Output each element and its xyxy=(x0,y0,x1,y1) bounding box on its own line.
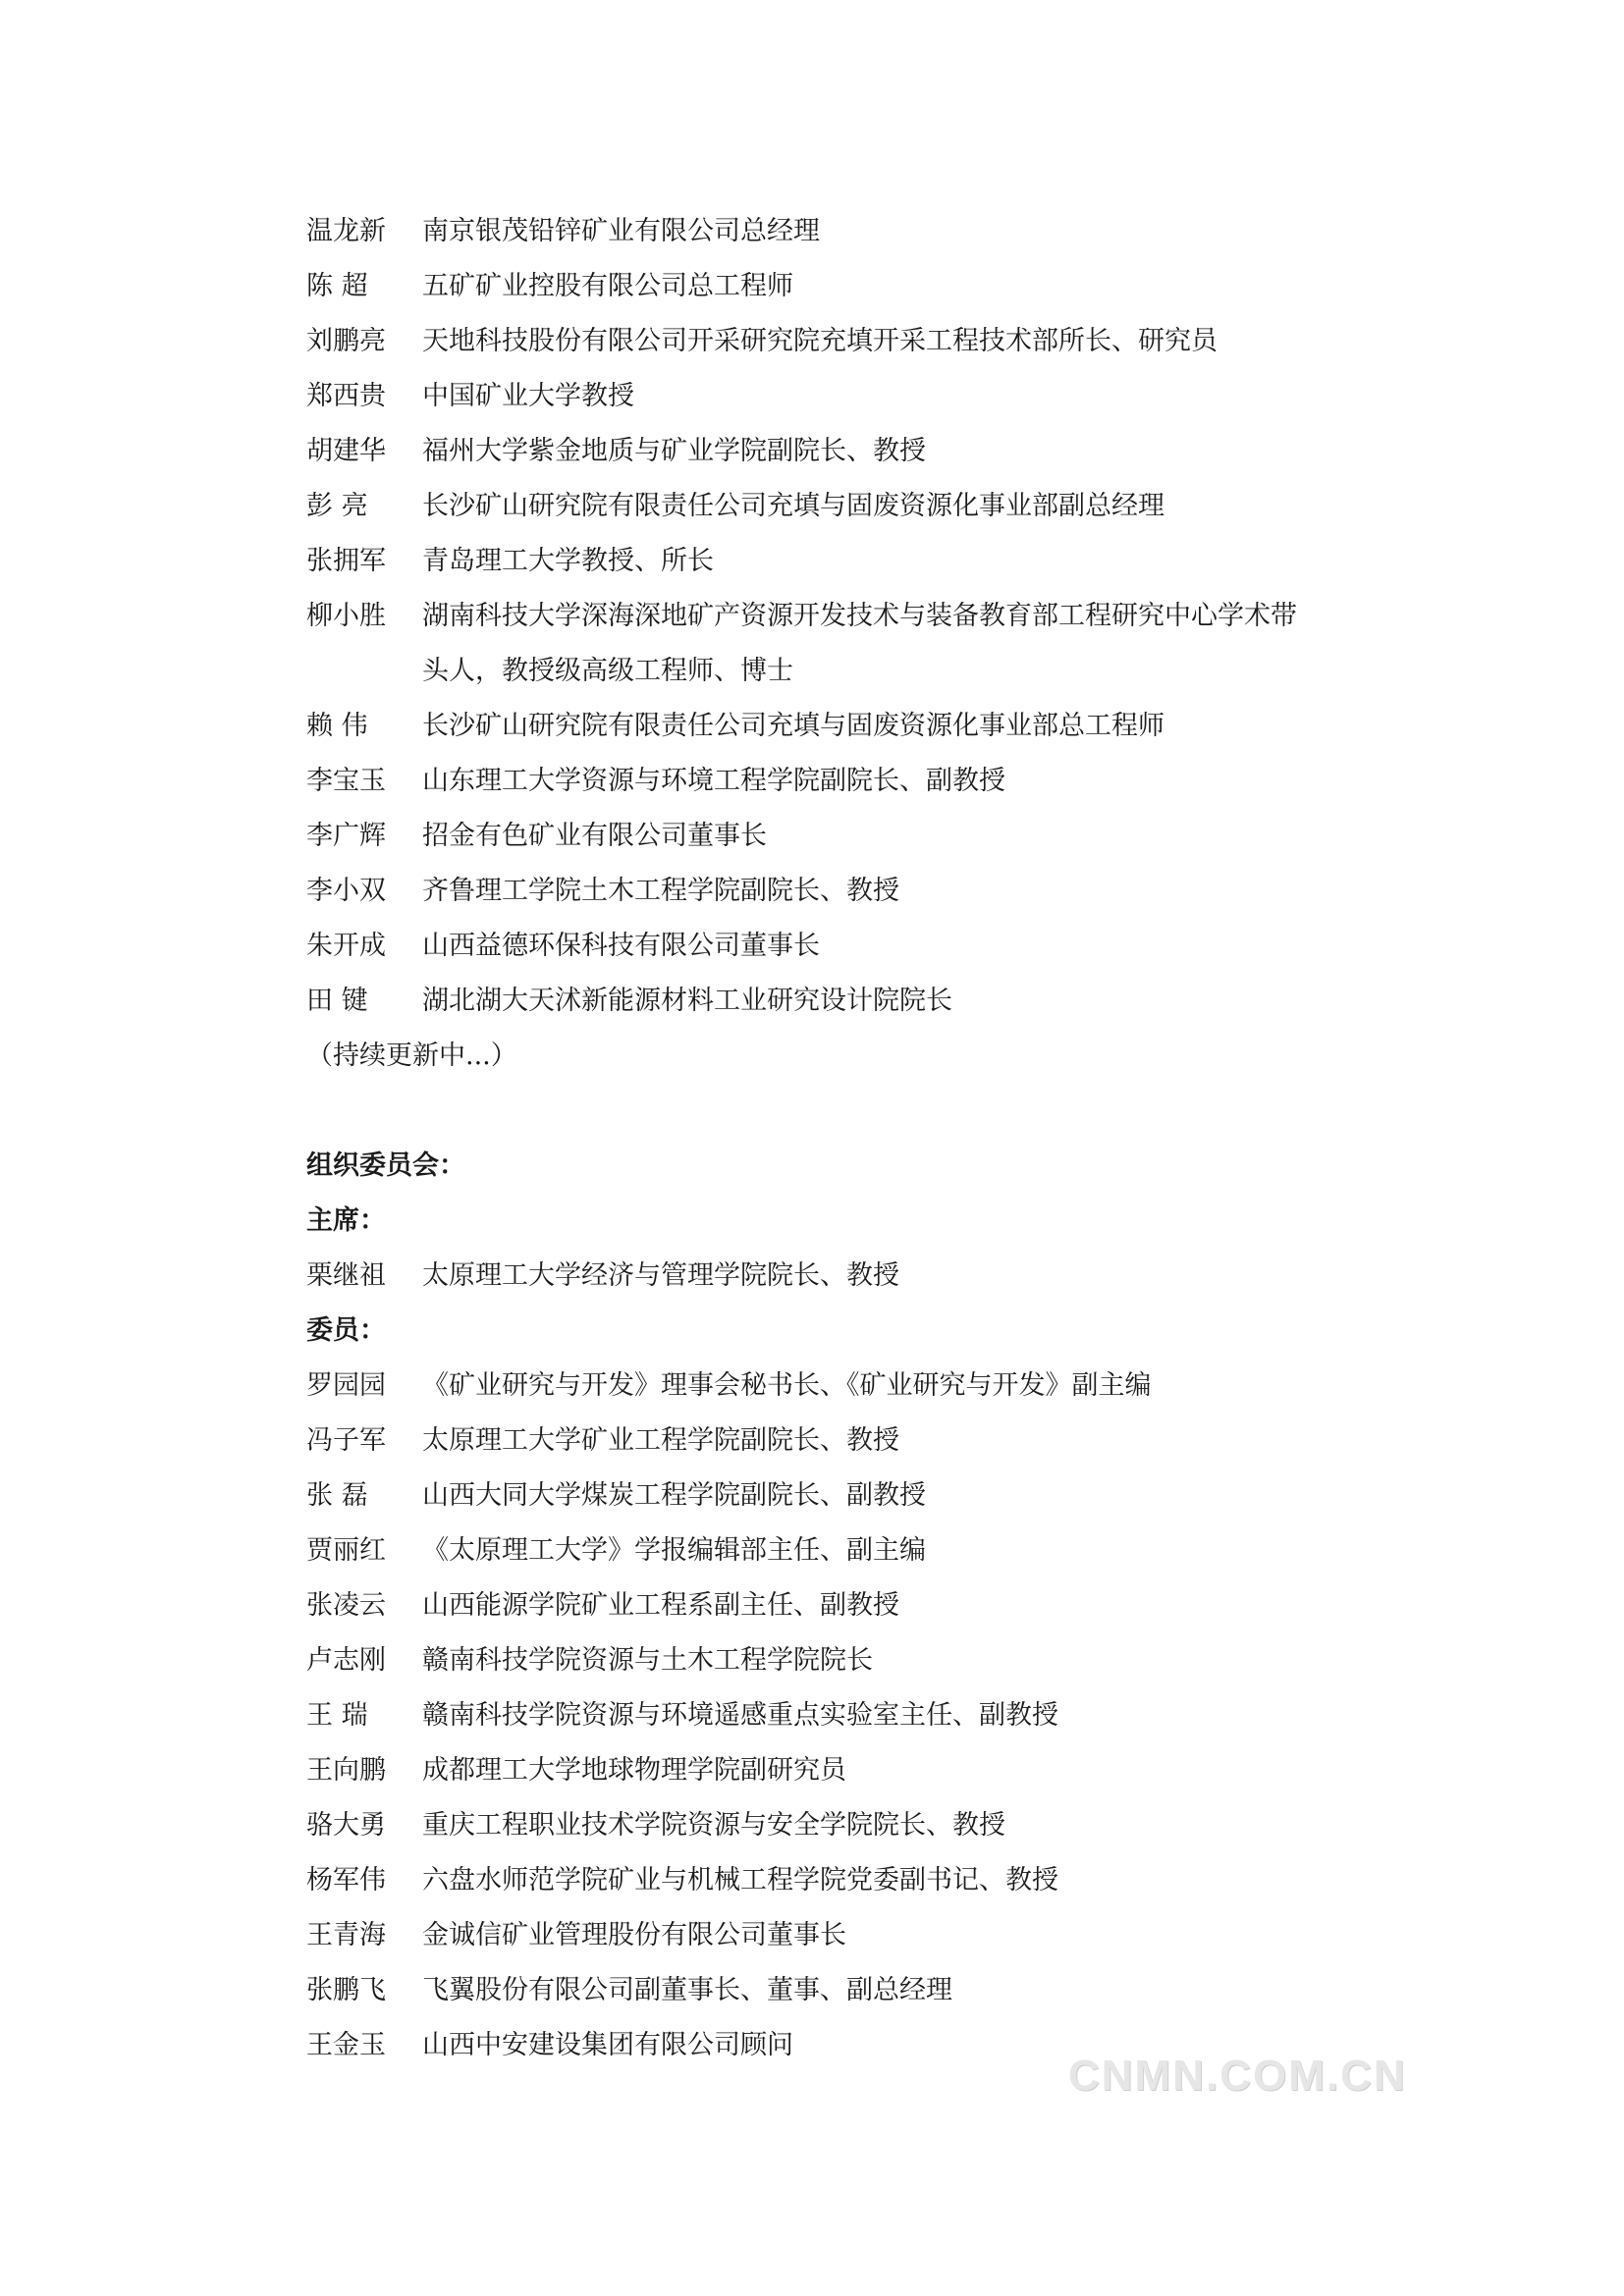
member-row xyxy=(306,1414,1404,1468)
member-name: 贾丽红 xyxy=(306,1535,386,1566)
member-desc: 湖北湖大天沭新能源材料工业研究设计院院长 xyxy=(422,986,952,1016)
chair-row xyxy=(306,1249,1404,1304)
member-row xyxy=(306,204,1404,259)
member-name: 杨军伟 xyxy=(306,1865,386,1896)
member-desc: 赣南科技学院资源与环境遥感重点实验室主任、副教授 xyxy=(422,1700,1058,1731)
member-row xyxy=(306,1743,1404,1798)
member-name: 卢志刚 xyxy=(306,1645,386,1676)
member-desc: 太原理工大学矿业工程学院副院长、教授 xyxy=(422,1425,899,1456)
member-desc: 山东理工大学资源与环境工程学院副院长、副教授 xyxy=(422,766,1005,796)
member-name: 李小双 xyxy=(306,876,386,906)
member-row xyxy=(306,1633,1404,1688)
member-desc: 山西大同大学煤炭工程学院副院长、副教授 xyxy=(422,1480,926,1511)
member-desc: 天地科技股份有限公司开采研究院充填开采工程技术部所长、研究员 xyxy=(422,326,1218,356)
member-desc: 齐鲁理工学院土木工程学院副院长、教授 xyxy=(422,876,899,906)
member-row xyxy=(306,1578,1404,1633)
member-desc: 成都理工大学地球物理学院副研究员 xyxy=(422,1755,846,1786)
member-desc: 《矿业研究与开发》理事会秘书长、《矿业研究与开发》副主编 xyxy=(422,1370,1152,1401)
member-row xyxy=(306,1359,1404,1414)
member-row xyxy=(306,1963,1404,2018)
member-desc: 山西能源学院矿业工程系副主任、副教授 xyxy=(422,1590,899,1621)
member-name: 朱开成 xyxy=(306,931,386,961)
member-desc: 长沙矿山研究院有限责任公司充填与固废资源化事业部总工程师 xyxy=(422,711,1164,741)
members-label: 委员： xyxy=(306,1315,386,1346)
continuing-note: （持续更新中...） xyxy=(306,1041,517,1071)
member-name: 罗园园 xyxy=(306,1370,386,1401)
member-desc: 金诚信矿业管理股份有限公司董事长 xyxy=(422,1920,846,1950)
member-desc: 《太原理工大学》学报编辑部主任、副主编 xyxy=(422,1535,926,1566)
member-name: 张 磊 xyxy=(306,1480,368,1511)
member-name: 王向鹏 xyxy=(306,1755,386,1786)
member-name: 田 键 xyxy=(306,986,368,1016)
member-row xyxy=(306,754,1404,809)
member-desc: 长沙矿山研究院有限责任公司充填与固废资源化事业部副总经理 xyxy=(422,491,1164,521)
member-row xyxy=(306,479,1404,534)
member-desc: 五矿矿业控股有限公司总工程师 xyxy=(422,271,793,301)
member-name: 赖 伟 xyxy=(306,711,368,741)
member-name: 柳小胜 xyxy=(306,601,386,631)
member-desc: 太原理工大学经济与管理学院院长、教授 xyxy=(422,1260,899,1291)
member-desc: 六盘水师范学院矿业与机械工程学院党委副书记、教授 xyxy=(422,1865,1058,1896)
member-desc: 招金有色矿业有限公司董事长 xyxy=(422,821,767,851)
member-desc: 青岛理工大学教授、所长 xyxy=(422,546,714,576)
member-row xyxy=(306,1523,1404,1578)
member-row xyxy=(306,974,1404,1029)
member-name: 张凌云 xyxy=(306,1590,386,1621)
site-watermark: CNMN.COM.CN xyxy=(1068,2052,1407,2100)
member-desc: 赣南科技学院资源与土木工程学院院长 xyxy=(422,1645,873,1676)
member-name: 胡建华 xyxy=(306,436,386,466)
section-heading: 组织委员会： xyxy=(306,1150,465,1181)
member-row xyxy=(306,919,1404,974)
member-row xyxy=(306,809,1404,864)
member-name: 栗继祖 xyxy=(306,1260,386,1291)
member-row xyxy=(306,1688,1404,1743)
member-row xyxy=(306,369,1404,424)
member-desc: 南京银茂铅锌矿业有限公司总经理 xyxy=(422,216,820,246)
member-name: 王金玉 xyxy=(306,2030,386,2060)
member-name: 李宝玉 xyxy=(306,766,386,796)
member-row xyxy=(306,424,1404,479)
member-name: 刘鹏亮 xyxy=(306,326,386,356)
member-row xyxy=(306,314,1404,369)
member-row xyxy=(306,534,1404,589)
member-row xyxy=(306,1468,1404,1523)
member-row xyxy=(306,699,1404,754)
member-row xyxy=(306,1908,1404,1963)
member-row xyxy=(306,1853,1404,1908)
member-name: 郑西贵 xyxy=(306,381,386,411)
member-desc: 福州大学紫金地质与矿业学院副院长、教授 xyxy=(422,436,926,466)
member-name: 彭 亮 xyxy=(306,491,368,521)
member-name: 王青海 xyxy=(306,1920,386,1950)
member-row xyxy=(306,864,1404,919)
member-name: 陈 超 xyxy=(306,271,368,301)
member-row xyxy=(306,259,1404,314)
member-name: 冯子军 xyxy=(306,1425,386,1456)
member-name: 李广辉 xyxy=(306,821,386,851)
member-row xyxy=(306,589,1404,644)
member-name: 骆大勇 xyxy=(306,1810,386,1841)
member-name: 王 瑞 xyxy=(306,1700,368,1731)
member-name: 张鹏飞 xyxy=(306,1975,386,2005)
member-desc-continuation: 头人，教授级高级工程师、博士 xyxy=(422,656,793,686)
member-desc: 山西中安建设集团有限公司顾问 xyxy=(422,2030,793,2060)
member-row xyxy=(306,1798,1404,1853)
member-desc: 飞翼股份有限公司副董事长、董事、副总经理 xyxy=(422,1975,952,2005)
member-desc: 山西益德环保科技有限公司董事长 xyxy=(422,931,820,961)
member-desc: 中国矿业大学教授 xyxy=(422,381,634,411)
member-desc: 重庆工程职业技术学院资源与安全学院院长、教授 xyxy=(422,1810,1005,1841)
chair-label: 主席： xyxy=(306,1205,386,1236)
member-desc: 湖南科技大学深海深地矿产资源开发技术与装备教育部工程研究中心学术带 xyxy=(422,601,1297,631)
member-name: 温龙新 xyxy=(306,216,386,246)
member-name: 张拥军 xyxy=(306,546,386,576)
